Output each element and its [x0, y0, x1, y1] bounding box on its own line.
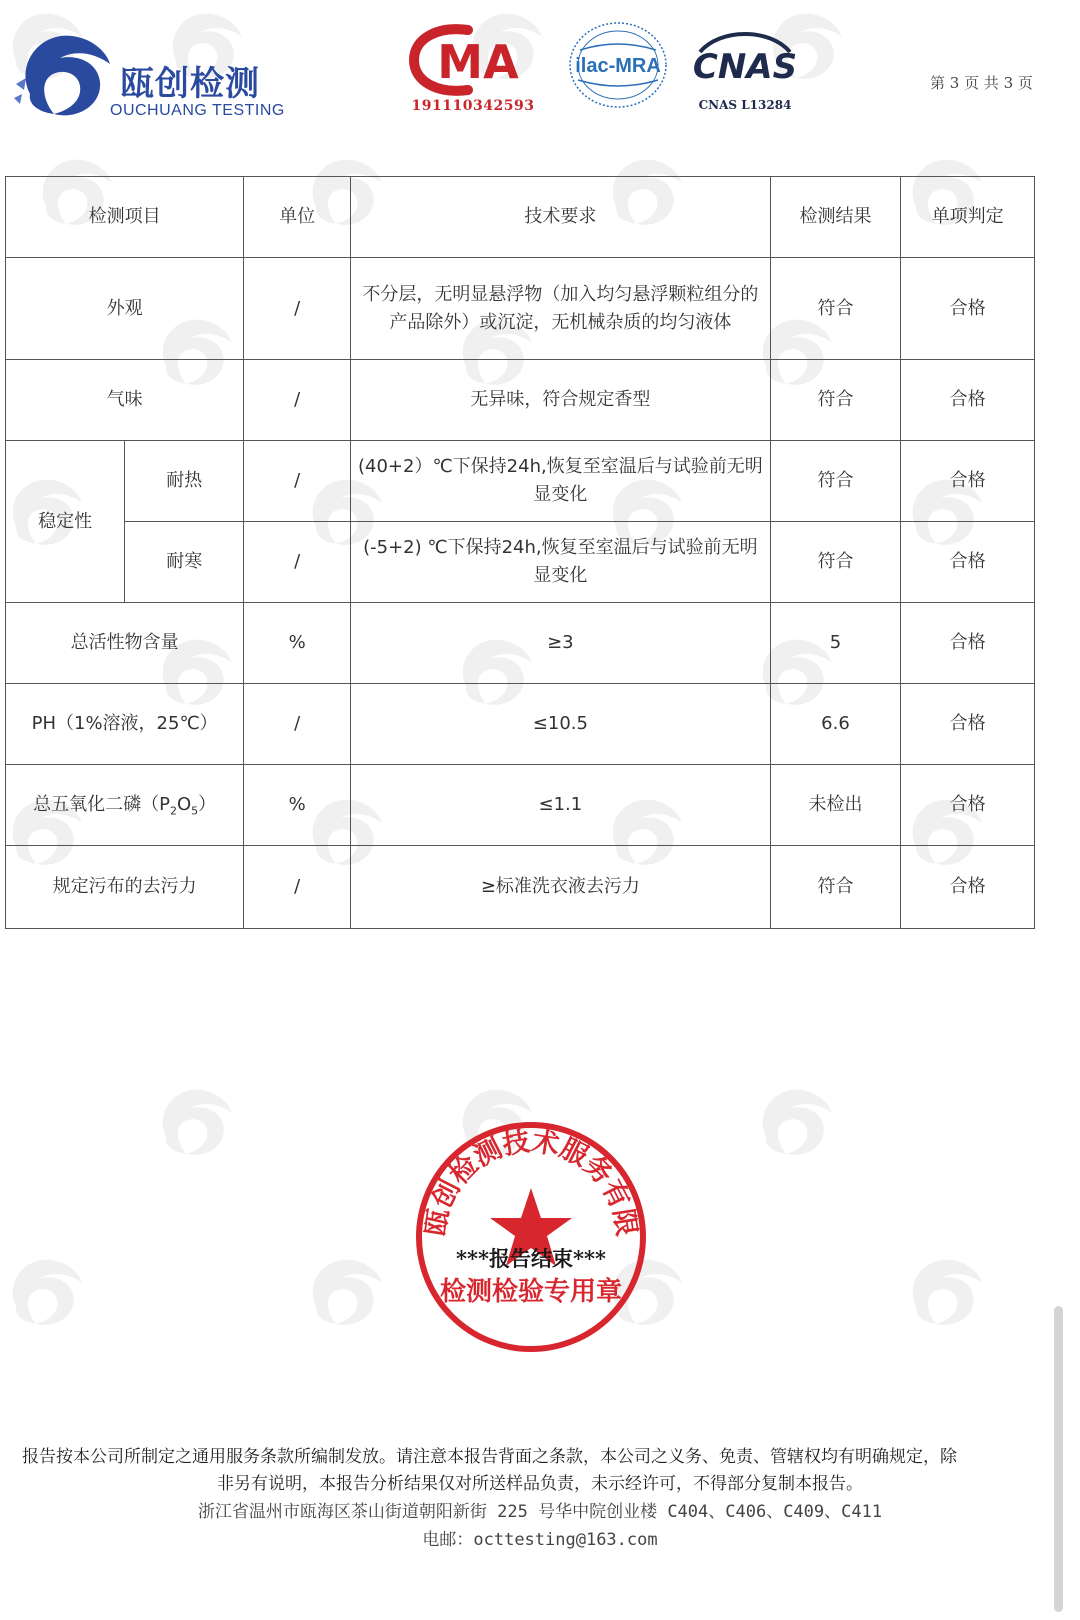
table-row — [6, 258, 1035, 360]
item-text-main: 总五氧化二磷（P — [33, 794, 170, 815]
watermark-logo-icon — [0, 1246, 90, 1336]
cell-item: 总活性物含量 — [6, 603, 244, 684]
table-row — [6, 603, 1035, 684]
cell-verdict: 合格 — [901, 765, 1035, 846]
cell-item: 气味 — [6, 360, 244, 441]
cell-unit: % — [244, 603, 351, 684]
cell-requirement: (-5+2) ℃下保持24h,恢复至室温后与试验前无明显变化 — [351, 522, 771, 603]
company-logo — [10, 24, 290, 124]
footer-terms-line-1: 报告按本公司所制定之通用服务条款所编制发放。请注意本报告背面之条款，本公司之义务、免责、管辖权均有明确规定，除 — [22, 1447, 957, 1467]
company-seal — [412, 1118, 650, 1356]
table-row — [6, 441, 1035, 522]
item-text-end: ） — [198, 794, 217, 815]
report-footer — [0, 1444, 1080, 1554]
cell-result: 符合 — [770, 522, 901, 603]
cell-result: 符合 — [770, 258, 901, 360]
cell-unit: / — [244, 258, 351, 360]
watermark-logo-icon — [150, 1076, 240, 1166]
table-row — [6, 765, 1035, 846]
cma-letters: MA — [437, 35, 519, 89]
watermark-logo-icon — [900, 1246, 990, 1336]
seal-bottom-text: 检测检验专用章 — [439, 1277, 623, 1307]
cell-result: 符合 — [770, 360, 901, 441]
cma-logo-icon — [408, 22, 538, 98]
cell-group-stability: 稳定性 — [6, 441, 125, 603]
cell-result: 未检出 — [770, 765, 901, 846]
cell-verdict: 合格 — [901, 441, 1035, 522]
footer-terms-line-2: 非另有说明，本报告分析结果仅对所送样品负责，未示经许可，不得部分复制本报告。 — [217, 1474, 863, 1494]
ilac-mra-logo-icon — [566, 20, 670, 110]
cell-requirement: ≤10.5 — [351, 684, 771, 765]
watermark-logo-icon — [750, 1076, 840, 1166]
watermark-logo-icon — [300, 1246, 390, 1336]
ilac-text: ilac-MRA — [575, 55, 661, 77]
footer-address: 浙江省温州市瓯海区茶山街道朝阳新街 225 号华中院创业楼 C404、C406、C409、C411 — [197, 1502, 883, 1522]
table-header-row — [6, 177, 1035, 258]
item-text-mid: O — [177, 794, 192, 815]
page-indicator: 第 3 页 共 3 页 — [930, 74, 1033, 92]
cnas-text: CNAS — [692, 47, 798, 87]
cell-item: 规定污布的去污力 — [6, 846, 244, 929]
cell-result: 符合 — [770, 846, 901, 929]
test-results-table — [5, 176, 1035, 929]
cnas-code: CNAS L13284 — [698, 98, 792, 112]
cell-result: 6.6 — [770, 684, 901, 765]
cell-requirement: 不分层，无明显悬浮物（加入均匀悬浮颗粒组分的产品除外）或沉淀，无机械杂质的均匀液体 — [351, 258, 771, 360]
seal-ring-text: 瓯创检测技术服务有限 — [420, 1126, 642, 1239]
cell-requirement: ≥标准洗衣液去污力 — [351, 846, 771, 929]
ouchuang-logo-icon — [10, 24, 120, 124]
cell-requirement: 无异味，符合规定香型 — [351, 360, 771, 441]
cell-verdict: 合格 — [901, 684, 1035, 765]
cell-verdict: 合格 — [901, 258, 1035, 360]
footer-email: 电邮：octtesting@163.com — [422, 1530, 658, 1550]
item-subscript-2: 2 — [170, 804, 177, 818]
cell-result: 5 — [770, 603, 901, 684]
seal-icon — [412, 1118, 650, 1356]
company-name-en: OUCHUANG TESTING — [110, 102, 285, 119]
cell-unit: % — [244, 765, 351, 846]
cell-verdict: 合格 — [901, 360, 1035, 441]
scrollbar-thumb[interactable] — [1054, 1306, 1063, 1612]
seal-center-text: ***报告结束*** — [456, 1246, 606, 1271]
cell-requirement: (40+2）℃下保持24h,恢复至室温后与试验前无明显变化 — [351, 441, 771, 522]
cell-item: PH（1%溶液，25℃） — [6, 684, 244, 765]
cell-subitem: 耐寒 — [125, 522, 244, 603]
cell-unit: / — [244, 522, 351, 603]
cell-requirement: ≤1.1 — [351, 765, 771, 846]
cnas-certification — [690, 22, 800, 118]
cell-subitem: 耐热 — [125, 441, 244, 522]
cell-unit: / — [244, 846, 351, 929]
cell-unit: / — [244, 360, 351, 441]
header-requirement: 技术要求 — [351, 177, 771, 258]
ilac-mra-certification — [566, 20, 670, 110]
cma-code: 191110342593 — [411, 98, 535, 114]
table-row — [6, 522, 1035, 603]
cell-unit: / — [244, 684, 351, 765]
cell-result: 符合 — [770, 441, 901, 522]
header-item: 检测项目 — [6, 177, 244, 258]
cell-unit: / — [244, 441, 351, 522]
table-row — [6, 360, 1035, 441]
cell-item — [6, 765, 244, 846]
header-unit: 单位 — [244, 177, 351, 258]
cell-verdict: 合格 — [901, 846, 1035, 929]
company-name-cn: 瓯创检测 — [120, 64, 260, 104]
cell-requirement: ≥3 — [351, 603, 771, 684]
item-subscript-5: 5 — [191, 804, 199, 818]
header-result: 检测结果 — [770, 177, 901, 258]
table-row — [6, 846, 1035, 929]
cell-item: 外观 — [6, 258, 244, 360]
cell-verdict: 合格 — [901, 522, 1035, 603]
cnas-logo-icon — [690, 22, 800, 98]
cell-verdict: 合格 — [901, 603, 1035, 684]
table-row — [6, 684, 1035, 765]
cma-certification — [408, 22, 538, 118]
header-verdict: 单项判定 — [901, 177, 1035, 258]
